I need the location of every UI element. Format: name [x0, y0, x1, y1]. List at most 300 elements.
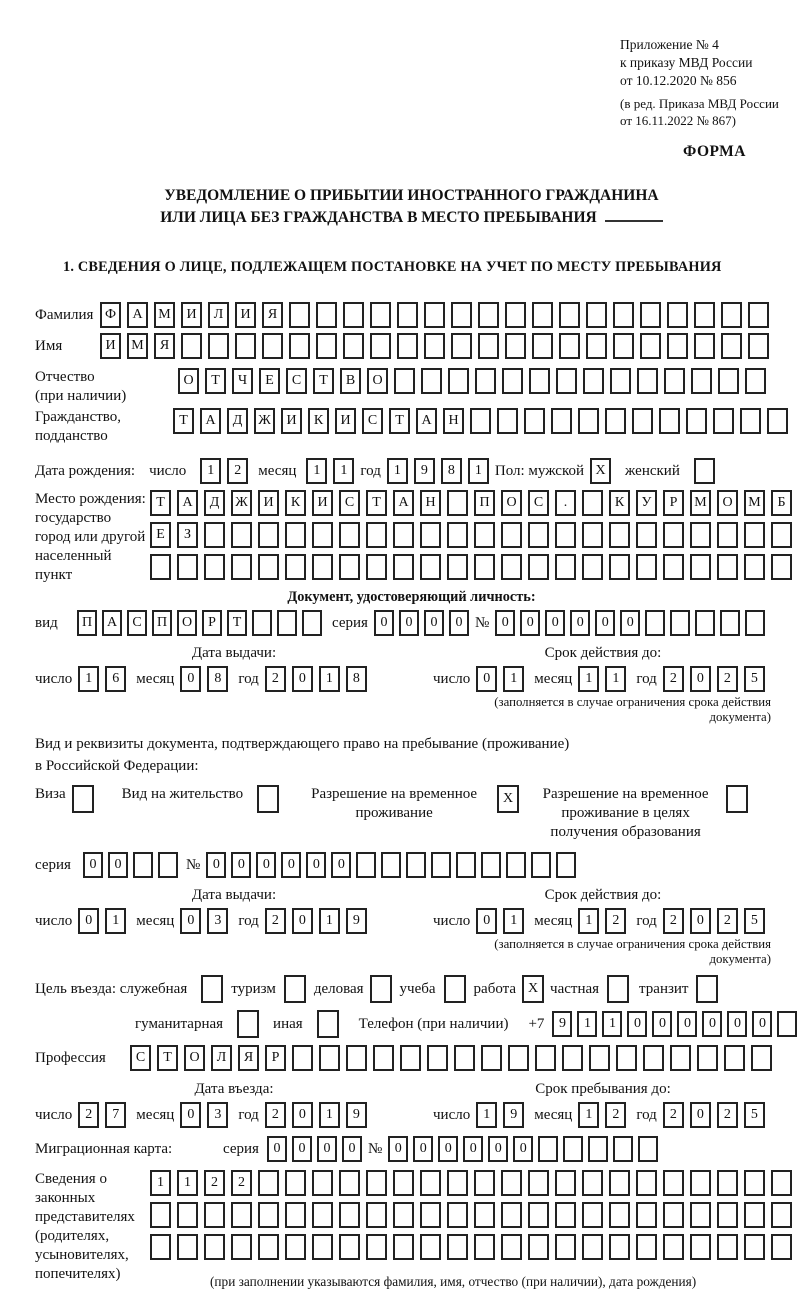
- char-cell[interactable]: 0: [180, 666, 201, 692]
- char-cell[interactable]: [501, 1234, 522, 1260]
- char-cell[interactable]: Я: [238, 1045, 259, 1071]
- char-cell[interactable]: М: [690, 490, 711, 516]
- char-cell[interactable]: 0: [513, 1136, 533, 1162]
- char-cell[interactable]: [339, 522, 360, 548]
- char-cell[interactable]: 0: [690, 908, 711, 934]
- char-cell[interactable]: Р: [663, 490, 684, 516]
- char-cell[interactable]: [150, 1202, 171, 1228]
- char-cell[interactable]: [645, 610, 665, 636]
- char-cell[interactable]: [312, 1170, 333, 1196]
- char-cell[interactable]: [339, 1170, 360, 1196]
- char-cell[interactable]: К: [285, 490, 306, 516]
- purpose-private-checkbox[interactable]: [607, 975, 629, 1003]
- char-cell[interactable]: [397, 333, 418, 359]
- char-cell[interactable]: [456, 852, 476, 878]
- char-cell[interactable]: 1: [578, 666, 599, 692]
- char-cell[interactable]: [277, 610, 297, 636]
- char-cell[interactable]: [481, 1045, 502, 1071]
- sex-male-checkbox[interactable]: X: [590, 458, 611, 484]
- char-cell[interactable]: 7: [105, 1102, 126, 1128]
- char-cell[interactable]: [638, 1136, 658, 1162]
- char-cell[interactable]: [181, 333, 202, 359]
- char-cell[interactable]: [393, 522, 414, 548]
- char-cell[interactable]: Ф: [100, 302, 121, 328]
- char-cell[interactable]: Д: [204, 490, 225, 516]
- char-cell[interactable]: [474, 1170, 495, 1196]
- char-cell[interactable]: [613, 1136, 633, 1162]
- purpose-transit-checkbox[interactable]: [696, 975, 718, 1003]
- char-cell[interactable]: 0: [438, 1136, 458, 1162]
- char-cell[interactable]: [502, 368, 523, 394]
- char-cell[interactable]: 0: [231, 852, 251, 878]
- char-cell[interactable]: [420, 1202, 441, 1228]
- char-cell[interactable]: [447, 1202, 468, 1228]
- char-cell[interactable]: [150, 1234, 171, 1260]
- char-cell[interactable]: 2: [265, 666, 286, 692]
- char-cell[interactable]: 1: [200, 458, 221, 484]
- char-cell[interactable]: 1: [503, 666, 524, 692]
- char-cell[interactable]: К: [308, 408, 329, 434]
- char-cell[interactable]: 0: [342, 1136, 362, 1162]
- char-cell[interactable]: Д: [227, 408, 248, 434]
- char-cell[interactable]: [613, 302, 634, 328]
- char-cell[interactable]: А: [200, 408, 221, 434]
- char-cell[interactable]: [366, 1202, 387, 1228]
- char-cell[interactable]: [538, 1136, 558, 1162]
- char-cell[interactable]: С: [130, 1045, 151, 1071]
- char-cell[interactable]: [258, 1202, 279, 1228]
- char-cell[interactable]: 2: [663, 1102, 684, 1128]
- char-cell[interactable]: 9: [503, 1102, 524, 1128]
- char-cell[interactable]: [744, 554, 765, 580]
- purpose-humanitarian-checkbox[interactable]: [237, 1010, 259, 1038]
- char-cell[interactable]: [447, 522, 468, 548]
- char-cell[interactable]: [319, 1045, 340, 1071]
- char-cell[interactable]: [346, 1045, 367, 1071]
- char-cell[interactable]: [771, 522, 792, 548]
- char-cell[interactable]: Т: [205, 368, 226, 394]
- char-cell[interactable]: [447, 490, 468, 516]
- char-cell[interactable]: [690, 522, 711, 548]
- char-cell[interactable]: [744, 1234, 765, 1260]
- char-cell[interactable]: 1: [319, 666, 340, 692]
- char-cell[interactable]: [745, 368, 766, 394]
- char-cell[interactable]: 2: [717, 666, 738, 692]
- char-cell[interactable]: [393, 1170, 414, 1196]
- char-cell[interactable]: 2: [717, 1102, 738, 1128]
- char-cell[interactable]: [632, 408, 653, 434]
- char-cell[interactable]: С: [339, 490, 360, 516]
- char-cell[interactable]: [447, 1234, 468, 1260]
- char-cell[interactable]: [478, 302, 499, 328]
- char-cell[interactable]: О: [501, 490, 522, 516]
- char-cell[interactable]: [524, 408, 545, 434]
- char-cell[interactable]: [528, 1202, 549, 1228]
- char-cell[interactable]: [262, 333, 283, 359]
- char-cell[interactable]: [501, 522, 522, 548]
- char-cell[interactable]: 2: [227, 458, 248, 484]
- char-cell[interactable]: И: [335, 408, 356, 434]
- purpose-commercial-checkbox[interactable]: [370, 975, 392, 1003]
- char-cell[interactable]: 1: [306, 458, 327, 484]
- char-cell[interactable]: [258, 522, 279, 548]
- char-cell[interactable]: И: [312, 490, 333, 516]
- char-cell[interactable]: [508, 1045, 529, 1071]
- char-cell[interactable]: 5: [744, 908, 765, 934]
- char-cell[interactable]: Е: [259, 368, 280, 394]
- char-cell[interactable]: [767, 408, 788, 434]
- char-cell[interactable]: 0: [627, 1011, 647, 1037]
- char-cell[interactable]: [713, 408, 734, 434]
- char-cell[interactable]: 0: [463, 1136, 483, 1162]
- char-cell[interactable]: [474, 554, 495, 580]
- char-cell[interactable]: 0: [256, 852, 276, 878]
- char-cell[interactable]: [555, 554, 576, 580]
- char-cell[interactable]: 0: [317, 1136, 337, 1162]
- char-cell[interactable]: 6: [105, 666, 126, 692]
- char-cell[interactable]: [556, 852, 576, 878]
- char-cell[interactable]: [394, 368, 415, 394]
- char-cell[interactable]: [659, 408, 680, 434]
- char-cell[interactable]: А: [393, 490, 414, 516]
- char-cell[interactable]: [235, 333, 256, 359]
- char-cell[interactable]: А: [102, 610, 122, 636]
- char-cell[interactable]: 0: [180, 1102, 201, 1128]
- char-cell[interactable]: [582, 554, 603, 580]
- char-cell[interactable]: 0: [595, 610, 615, 636]
- char-cell[interactable]: 1: [578, 1102, 599, 1128]
- char-cell[interactable]: [528, 1170, 549, 1196]
- char-cell[interactable]: И: [181, 302, 202, 328]
- char-cell[interactable]: [640, 302, 661, 328]
- char-cell[interactable]: [637, 368, 658, 394]
- char-cell[interactable]: 9: [414, 458, 435, 484]
- char-cell[interactable]: 8: [441, 458, 462, 484]
- char-cell[interactable]: [381, 852, 401, 878]
- char-cell[interactable]: 0: [374, 610, 394, 636]
- char-cell[interactable]: [589, 1045, 610, 1071]
- char-cell[interactable]: [505, 333, 526, 359]
- temp-residence-checkbox[interactable]: X: [497, 785, 519, 813]
- purpose-study-checkbox[interactable]: [444, 975, 466, 1003]
- char-cell[interactable]: Я: [262, 302, 283, 328]
- char-cell[interactable]: Л: [211, 1045, 232, 1071]
- char-cell[interactable]: Т: [157, 1045, 178, 1071]
- char-cell[interactable]: М: [127, 333, 148, 359]
- char-cell[interactable]: [695, 610, 715, 636]
- char-cell[interactable]: [231, 1202, 252, 1228]
- char-cell[interactable]: Ж: [231, 490, 252, 516]
- char-cell[interactable]: 1: [468, 458, 489, 484]
- char-cell[interactable]: [204, 522, 225, 548]
- char-cell[interactable]: Т: [173, 408, 194, 434]
- char-cell[interactable]: Н: [420, 490, 441, 516]
- char-cell[interactable]: [670, 610, 690, 636]
- char-cell[interactable]: [697, 1045, 718, 1071]
- char-cell[interactable]: 0: [413, 1136, 433, 1162]
- char-cell[interactable]: [285, 554, 306, 580]
- char-cell[interactable]: 0: [652, 1011, 672, 1037]
- char-cell[interactable]: [582, 1202, 603, 1228]
- char-cell[interactable]: 0: [449, 610, 469, 636]
- char-cell[interactable]: С: [286, 368, 307, 394]
- char-cell[interactable]: [312, 522, 333, 548]
- char-cell[interactable]: И: [281, 408, 302, 434]
- char-cell[interactable]: [771, 1202, 792, 1228]
- char-cell[interactable]: [724, 1045, 745, 1071]
- char-cell[interactable]: [501, 554, 522, 580]
- char-cell[interactable]: [448, 368, 469, 394]
- char-cell[interactable]: [556, 368, 577, 394]
- char-cell[interactable]: И: [100, 333, 121, 359]
- char-cell[interactable]: [663, 522, 684, 548]
- char-cell[interactable]: 0: [292, 666, 313, 692]
- char-cell[interactable]: [447, 1170, 468, 1196]
- char-cell[interactable]: [563, 1136, 583, 1162]
- char-cell[interactable]: [744, 1202, 765, 1228]
- char-cell[interactable]: [694, 302, 715, 328]
- char-cell[interactable]: [616, 1045, 637, 1071]
- char-cell[interactable]: [424, 302, 445, 328]
- char-cell[interactable]: [667, 302, 688, 328]
- char-cell[interactable]: [366, 1234, 387, 1260]
- char-cell[interactable]: 5: [744, 666, 765, 692]
- char-cell[interactable]: [528, 522, 549, 548]
- char-cell[interactable]: [691, 368, 712, 394]
- char-cell[interactable]: [204, 1234, 225, 1260]
- char-cell[interactable]: К: [609, 490, 630, 516]
- char-cell[interactable]: [258, 1234, 279, 1260]
- char-cell[interactable]: 0: [752, 1011, 772, 1037]
- char-cell[interactable]: [605, 408, 626, 434]
- char-cell[interactable]: [366, 522, 387, 548]
- char-cell[interactable]: 2: [663, 666, 684, 692]
- char-cell[interactable]: [555, 1202, 576, 1228]
- char-cell[interactable]: Е: [150, 522, 171, 548]
- char-cell[interactable]: [690, 1170, 711, 1196]
- char-cell[interactable]: [316, 333, 337, 359]
- char-cell[interactable]: [586, 302, 607, 328]
- char-cell[interactable]: [343, 333, 364, 359]
- char-cell[interactable]: [177, 554, 198, 580]
- char-cell[interactable]: 0: [292, 1136, 312, 1162]
- char-cell[interactable]: 0: [702, 1011, 722, 1037]
- purpose-other-checkbox[interactable]: [317, 1010, 339, 1038]
- char-cell[interactable]: [356, 852, 376, 878]
- char-cell[interactable]: [717, 522, 738, 548]
- char-cell[interactable]: [613, 333, 634, 359]
- char-cell[interactable]: [535, 1045, 556, 1071]
- char-cell[interactable]: [551, 408, 572, 434]
- char-cell[interactable]: [343, 302, 364, 328]
- char-cell[interactable]: [636, 554, 657, 580]
- char-cell[interactable]: [748, 333, 769, 359]
- char-cell[interactable]: 1: [150, 1170, 171, 1196]
- char-cell[interactable]: [555, 1234, 576, 1260]
- char-cell[interactable]: 1: [605, 666, 626, 692]
- char-cell[interactable]: [583, 368, 604, 394]
- char-cell[interactable]: [721, 302, 742, 328]
- char-cell[interactable]: 0: [267, 1136, 287, 1162]
- char-cell[interactable]: Т: [389, 408, 410, 434]
- char-cell[interactable]: 3: [207, 908, 228, 934]
- char-cell[interactable]: [393, 554, 414, 580]
- char-cell[interactable]: [474, 1234, 495, 1260]
- char-cell[interactable]: А: [127, 302, 148, 328]
- char-cell[interactable]: [578, 408, 599, 434]
- char-cell[interactable]: 1: [602, 1011, 622, 1037]
- char-cell[interactable]: С: [127, 610, 147, 636]
- char-cell[interactable]: 1: [476, 1102, 497, 1128]
- char-cell[interactable]: 0: [108, 852, 128, 878]
- char-cell[interactable]: Т: [227, 610, 247, 636]
- char-cell[interactable]: [312, 1234, 333, 1260]
- char-cell[interactable]: [470, 408, 491, 434]
- char-cell[interactable]: [312, 1202, 333, 1228]
- char-cell[interactable]: 0: [495, 610, 515, 636]
- char-cell[interactable]: [748, 302, 769, 328]
- char-cell[interactable]: 1: [319, 1102, 340, 1128]
- char-cell[interactable]: .: [555, 490, 576, 516]
- char-cell[interactable]: О: [177, 610, 197, 636]
- char-cell[interactable]: [528, 554, 549, 580]
- char-cell[interactable]: [420, 1234, 441, 1260]
- char-cell[interactable]: 8: [346, 666, 367, 692]
- char-cell[interactable]: [451, 302, 472, 328]
- char-cell[interactable]: 1: [319, 908, 340, 934]
- char-cell[interactable]: [373, 1045, 394, 1071]
- char-cell[interactable]: [531, 852, 551, 878]
- char-cell[interactable]: [420, 522, 441, 548]
- char-cell[interactable]: [285, 1202, 306, 1228]
- char-cell[interactable]: [717, 1234, 738, 1260]
- char-cell[interactable]: 1: [578, 908, 599, 934]
- char-cell[interactable]: 0: [206, 852, 226, 878]
- char-cell[interactable]: [397, 302, 418, 328]
- char-cell[interactable]: Я: [154, 333, 175, 359]
- char-cell[interactable]: [289, 333, 310, 359]
- char-cell[interactable]: [721, 333, 742, 359]
- char-cell[interactable]: [609, 1234, 630, 1260]
- char-cell[interactable]: 0: [78, 908, 99, 934]
- char-cell[interactable]: [339, 1234, 360, 1260]
- char-cell[interactable]: [204, 1202, 225, 1228]
- char-cell[interactable]: [150, 554, 171, 580]
- char-cell[interactable]: [582, 1234, 603, 1260]
- char-cell[interactable]: [370, 333, 391, 359]
- char-cell[interactable]: [431, 852, 451, 878]
- char-cell[interactable]: [292, 1045, 313, 1071]
- char-cell[interactable]: [366, 1170, 387, 1196]
- char-cell[interactable]: [559, 333, 580, 359]
- char-cell[interactable]: 9: [346, 1102, 367, 1128]
- char-cell[interactable]: 1: [577, 1011, 597, 1037]
- char-cell[interactable]: [478, 333, 499, 359]
- char-cell[interactable]: [532, 333, 553, 359]
- char-cell[interactable]: В: [340, 368, 361, 394]
- char-cell[interactable]: [285, 1170, 306, 1196]
- char-cell[interactable]: [771, 1234, 792, 1260]
- char-cell[interactable]: О: [178, 368, 199, 394]
- char-cell[interactable]: [528, 1234, 549, 1260]
- char-cell[interactable]: 1: [503, 908, 524, 934]
- char-cell[interactable]: [610, 368, 631, 394]
- char-cell[interactable]: [532, 302, 553, 328]
- char-cell[interactable]: 1: [177, 1170, 198, 1196]
- char-cell[interactable]: [420, 554, 441, 580]
- char-cell[interactable]: 9: [552, 1011, 572, 1037]
- char-cell[interactable]: [529, 368, 550, 394]
- char-cell[interactable]: А: [177, 490, 198, 516]
- char-cell[interactable]: 2: [231, 1170, 252, 1196]
- char-cell[interactable]: [424, 333, 445, 359]
- char-cell[interactable]: [555, 1170, 576, 1196]
- purpose-tourism-checkbox[interactable]: [284, 975, 306, 1003]
- char-cell[interactable]: 0: [292, 1102, 313, 1128]
- char-cell[interactable]: 2: [605, 908, 626, 934]
- char-cell[interactable]: 3: [207, 1102, 228, 1128]
- char-cell[interactable]: 0: [399, 610, 419, 636]
- char-cell[interactable]: 0: [292, 908, 313, 934]
- char-cell[interactable]: [667, 333, 688, 359]
- char-cell[interactable]: 0: [545, 610, 565, 636]
- char-cell[interactable]: [640, 333, 661, 359]
- char-cell[interactable]: [451, 333, 472, 359]
- char-cell[interactable]: Ж: [254, 408, 275, 434]
- char-cell[interactable]: [588, 1136, 608, 1162]
- char-cell[interactable]: [636, 1234, 657, 1260]
- char-cell[interactable]: А: [416, 408, 437, 434]
- char-cell[interactable]: 1: [333, 458, 354, 484]
- char-cell[interactable]: Л: [208, 302, 229, 328]
- char-cell[interactable]: [400, 1045, 421, 1071]
- char-cell[interactable]: [421, 368, 442, 394]
- char-cell[interactable]: [481, 852, 501, 878]
- char-cell[interactable]: 9: [346, 908, 367, 934]
- char-cell[interactable]: [609, 522, 630, 548]
- char-cell[interactable]: [252, 610, 272, 636]
- char-cell[interactable]: [474, 522, 495, 548]
- char-cell[interactable]: [745, 610, 765, 636]
- char-cell[interactable]: 0: [476, 666, 497, 692]
- char-cell[interactable]: [475, 368, 496, 394]
- char-cell[interactable]: [302, 610, 322, 636]
- char-cell[interactable]: И: [258, 490, 279, 516]
- char-cell[interactable]: [690, 1202, 711, 1228]
- char-cell[interactable]: М: [154, 302, 175, 328]
- char-cell[interactable]: [717, 1170, 738, 1196]
- char-cell[interactable]: [717, 554, 738, 580]
- char-cell[interactable]: [231, 554, 252, 580]
- char-cell[interactable]: [690, 554, 711, 580]
- char-cell[interactable]: [406, 852, 426, 878]
- char-cell[interactable]: [177, 1234, 198, 1260]
- char-cell[interactable]: П: [77, 610, 97, 636]
- char-cell[interactable]: [339, 554, 360, 580]
- char-cell[interactable]: 0: [424, 610, 444, 636]
- char-cell[interactable]: [427, 1045, 448, 1071]
- char-cell[interactable]: [258, 1170, 279, 1196]
- char-cell[interactable]: 0: [281, 852, 301, 878]
- char-cell[interactable]: [208, 333, 229, 359]
- char-cell[interactable]: [231, 522, 252, 548]
- char-cell[interactable]: [505, 302, 526, 328]
- char-cell[interactable]: У: [636, 490, 657, 516]
- residence-permit-checkbox[interactable]: [257, 785, 279, 813]
- char-cell[interactable]: 1: [105, 908, 126, 934]
- char-cell[interactable]: 0: [306, 852, 326, 878]
- char-cell[interactable]: [339, 1202, 360, 1228]
